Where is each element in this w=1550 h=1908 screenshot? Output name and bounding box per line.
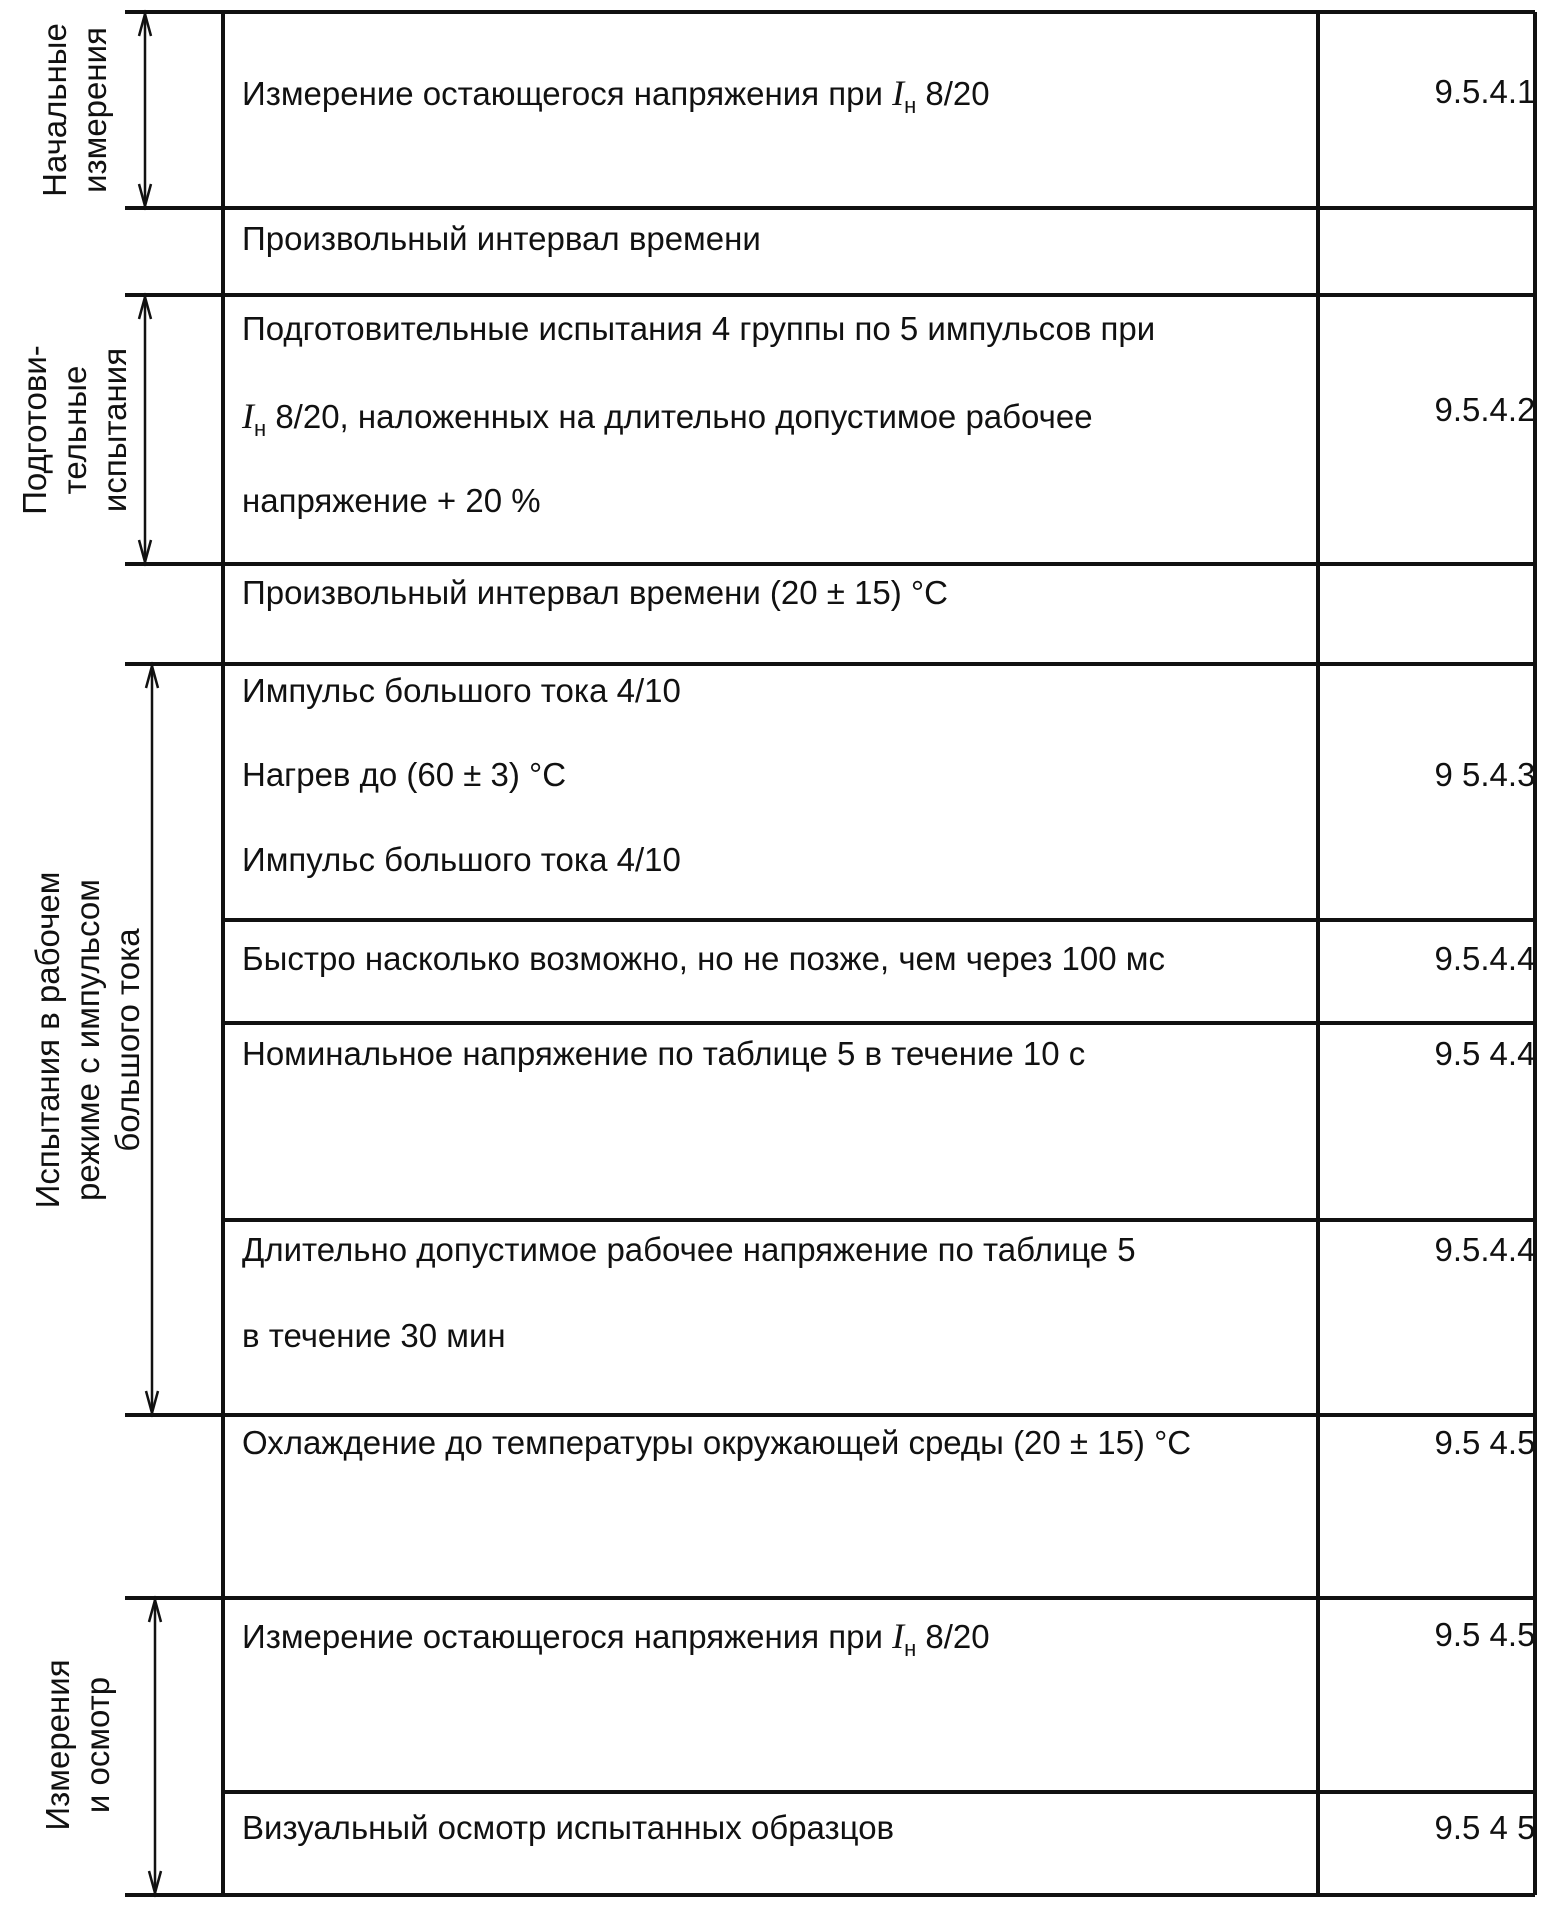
- clause-reference: 9.5 4.5: [1434, 1424, 1536, 1461]
- step-description: Измерение остающегося напряжения при $I_н$ 8/20: [242, 1616, 990, 1661]
- phase-label-line: измерения: [76, 27, 113, 193]
- clause-reference: 9.5 4 5: [1434, 1809, 1536, 1846]
- step-description: Охлаждение до температуры окружающей среды (20 ± 15) °C: [242, 1424, 1192, 1461]
- step-description: Подготовительные испытания 4 группы по 5 импульсов при: [242, 310, 1156, 347]
- step-description: в течение 30 мин: [242, 1317, 506, 1354]
- step-description: напряжение + 20 %: [242, 482, 541, 519]
- current-subscript: н: [904, 93, 917, 118]
- phase-label-operating: [28, 872, 148, 1209]
- phase-label-line: испытания: [96, 347, 133, 513]
- current-symbol: I: [892, 73, 905, 113]
- clause-reference: 9.5.4.4: [1434, 940, 1536, 977]
- phase-label-line: большого тока: [109, 928, 146, 1152]
- phase-label-line: и осмотр: [79, 1676, 116, 1814]
- step-description: Визуальный осмотр испытанных образцов: [242, 1809, 895, 1846]
- phase-label-line: Измерения: [39, 1659, 76, 1831]
- step-description: Произвольный интервал времени: [242, 220, 761, 257]
- clause-reference: 9.5.4.4: [1434, 1231, 1536, 1268]
- step-description: Произвольный интервал времени (20 ± 15) °C: [242, 574, 948, 611]
- step-description: Нагрев до (60 ± 3) °C: [242, 756, 567, 793]
- phase-label-line: Испытания в рабочем: [29, 871, 66, 1209]
- phase-label-prep: [15, 345, 135, 515]
- step-description: Номинальное напряжение по таблице 5 в течение 10 с: [242, 1035, 1086, 1072]
- current-symbol: I: [242, 396, 254, 436]
- phase-label-initial: [35, 23, 115, 197]
- phase-label-line: тельные: [56, 365, 93, 495]
- clause-reference: 9 5.4.3: [1434, 756, 1536, 793]
- clause-reference: 9.5.4.1: [1434, 73, 1536, 110]
- phase-label-line: режиме с импульсом: [69, 879, 106, 1201]
- step-description: Быстро насколько возможно, но не позже, чем через 100 мс: [242, 940, 1165, 977]
- phase-label-line: Начальные: [36, 23, 73, 197]
- clause-reference: 9.5 4.4: [1434, 1035, 1536, 1072]
- current-subscript: н: [904, 1636, 917, 1661]
- current-symbol: I: [892, 1616, 905, 1656]
- step-description: Импульс большого тока 4/10: [242, 841, 681, 878]
- phase-label-line: Подготови-: [16, 345, 53, 515]
- clause-reference: 9.5.4.2: [1434, 391, 1536, 428]
- step-description: Длительно допустимое рабочее напряжение по таблице 5: [242, 1231, 1136, 1268]
- phase-label-measure: [38, 1659, 118, 1830]
- step-description: Измерение остающегося напряжения при $I_н$ 8/20: [242, 73, 990, 118]
- clause-reference: 9.5 4.5: [1434, 1616, 1536, 1653]
- step-description: $I_н$ 8/20, наложенных на длительно допустимое рабочее: [242, 396, 1093, 441]
- current-subscript: н: [254, 416, 267, 441]
- step-description: Импульс большого тока 4/10: [242, 672, 681, 709]
